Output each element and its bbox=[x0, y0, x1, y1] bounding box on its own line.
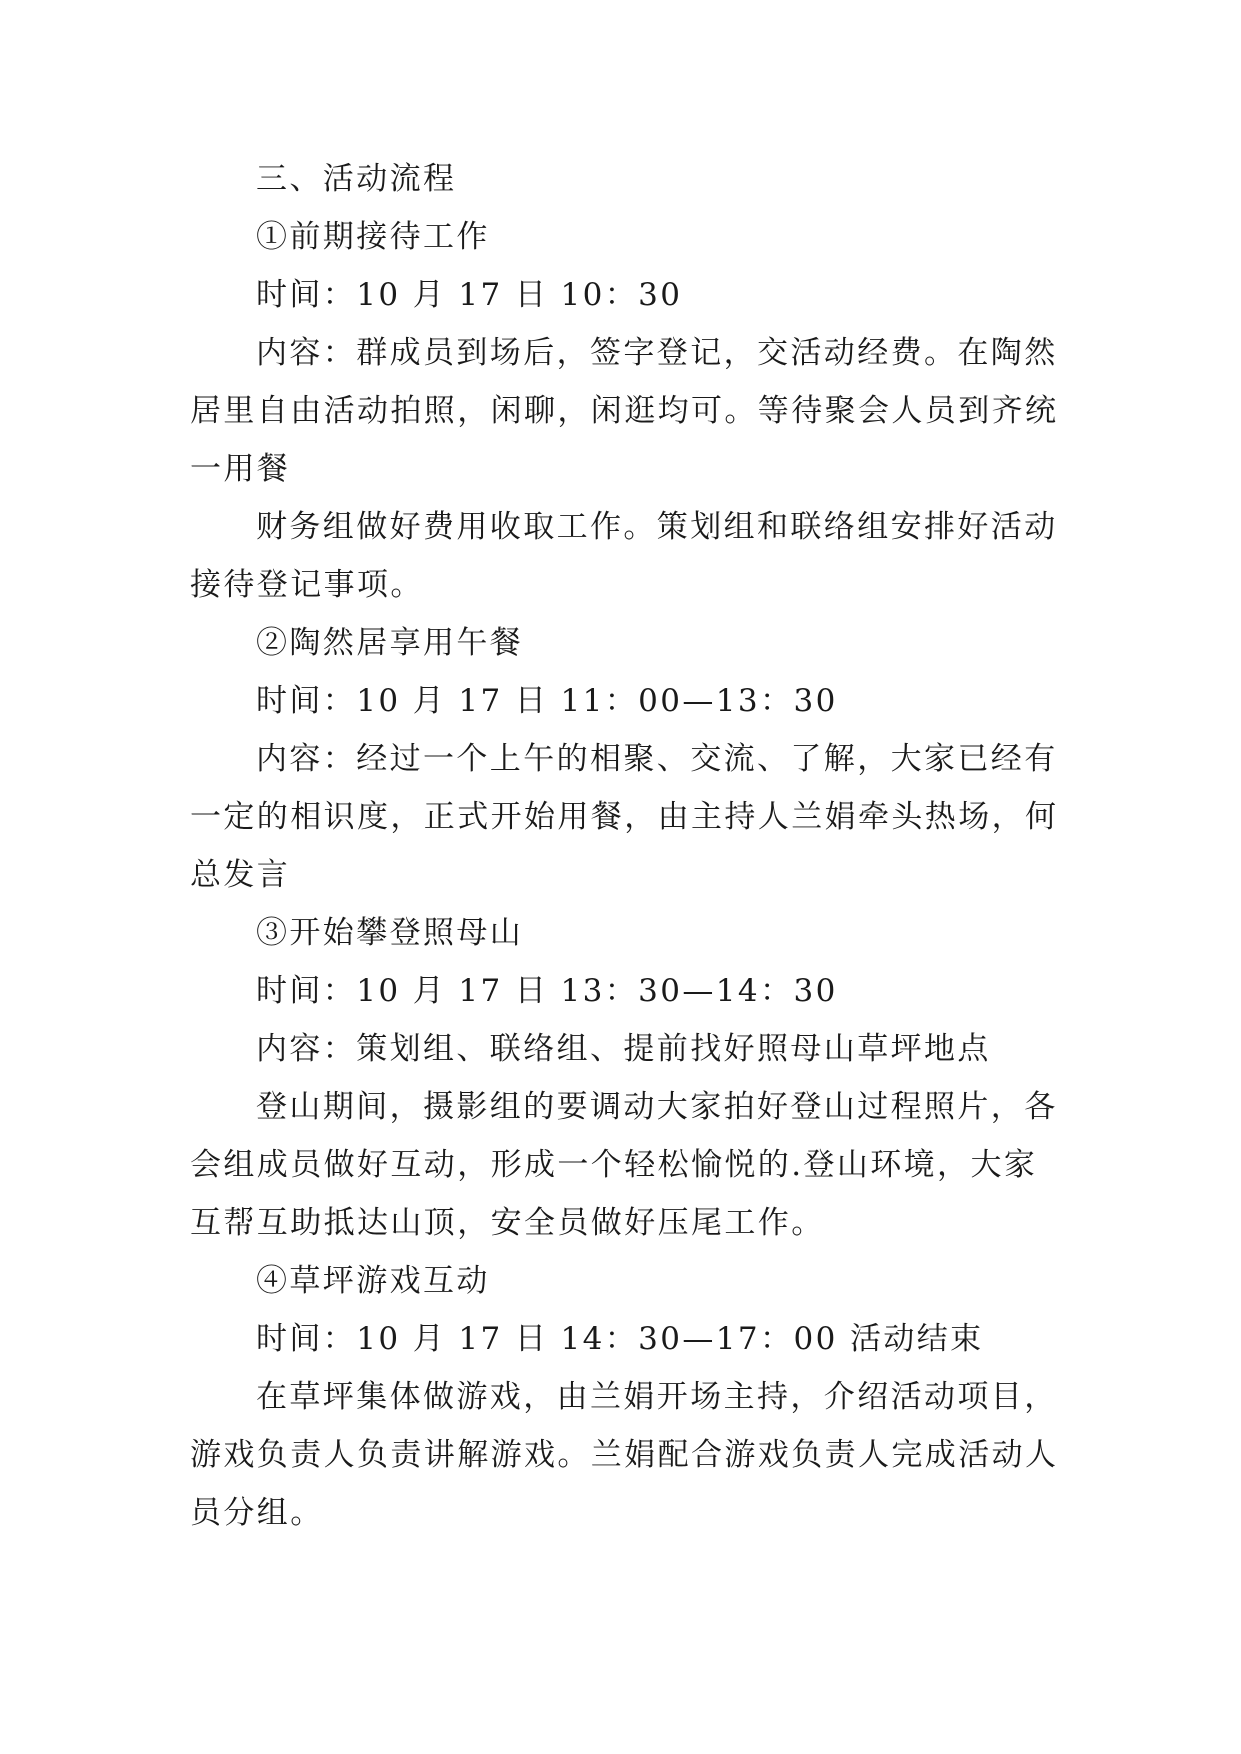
step-2-content-line: 内容：经过一个上午的相聚、交流、了解，大家已经有 bbox=[256, 741, 1058, 777]
step-4-heading: ④草坪游戏互动 bbox=[256, 1263, 490, 1299]
step-4-content-line: 游戏负责人负责讲解游戏。兰娟配合游戏负责人完成活动人 bbox=[190, 1437, 1059, 1473]
step-1-finance-line: 接待登记事项。 bbox=[190, 567, 424, 603]
step-2-time: 时间：10 月 17 日 11：00—13：30 bbox=[256, 683, 838, 719]
step-1-time: 时间：10 月 17 日 10：30 bbox=[256, 277, 683, 313]
step-2-content-line: 一定的相识度，正式开始用餐，由主持人兰娟牵头热场，何 bbox=[190, 799, 1059, 835]
step-1-content-line: 内容：群成员到场后，签字登记，交活动经费。在陶然 bbox=[256, 335, 1058, 371]
step-3-time: 时间：10 月 17 日 13：30—14：30 bbox=[256, 973, 838, 1009]
step-3-climb-line: 互帮互助抵达山顶，安全员做好压尾工作。 bbox=[190, 1205, 825, 1241]
step-4-content-line: 在草坪集体做游戏，由兰娟开场主持，介绍活动项目， bbox=[256, 1379, 1058, 1415]
step-3-heading: ③开始攀登照母山 bbox=[256, 915, 524, 951]
step-1-finance-line: 财务组做好费用收取工作。策划组和联络组安排好活动 bbox=[256, 509, 1058, 545]
step-3-content-line: 内容：策划组、联络组、提前找好照母山草坪地点 bbox=[256, 1031, 991, 1067]
step-2-heading: ②陶然居享用午餐 bbox=[256, 625, 524, 661]
step-1-heading: ①前期接待工作 bbox=[256, 219, 490, 255]
step-4-content-line: 员分组。 bbox=[190, 1495, 324, 1531]
step-1-content-line: 居里自由活动拍照，闲聊，闲逛均可。等待聚会人员到齐统 bbox=[190, 393, 1059, 429]
step-4-time: 时间：10 月 17 日 14：30—17：00 活动结束 bbox=[256, 1321, 984, 1357]
step-3-climb-line: 会组成员做好互动，形成一个轻松愉悦的.登山环境，大家 bbox=[190, 1147, 1038, 1183]
step-3-climb-line: 登山期间，摄影组的要调动大家拍好登山过程照片，各 bbox=[256, 1089, 1058, 1125]
step-1-content-line: 一用餐 bbox=[190, 451, 291, 487]
step-2-content-line: 总发言 bbox=[190, 857, 291, 893]
document-page bbox=[190, 150, 1059, 1542]
section-heading: 三、活动流程 bbox=[256, 161, 457, 197]
